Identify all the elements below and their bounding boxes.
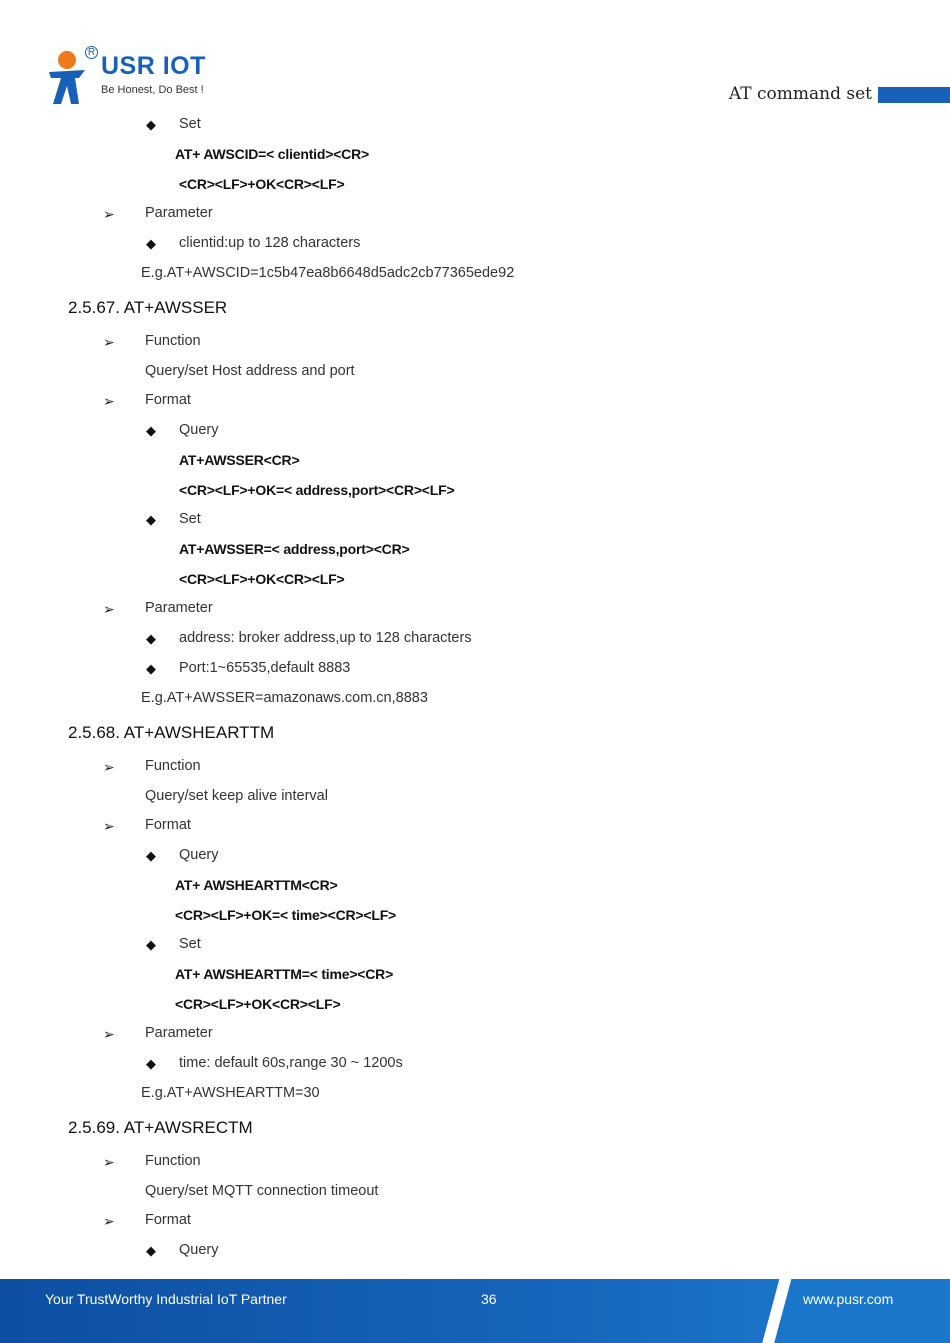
diamond-bullet-icon: ◆ — [146, 423, 156, 438]
command-text: AT+AWSSER=< address,port><CR> — [179, 541, 410, 557]
arrow-bullet-icon: ➢ — [103, 818, 115, 834]
list-item: Function — [145, 1153, 201, 1169]
example-text: E.g.AT+AWSSER=amazonaws.com.cn,8883 — [141, 690, 428, 706]
list-item: Query — [179, 1242, 219, 1258]
diamond-bullet-icon: ◆ — [146, 631, 156, 646]
document-title: AT command set — [728, 84, 872, 104]
registered-mark: R — [85, 46, 98, 59]
arrow-bullet-icon: ➢ — [103, 759, 115, 775]
logo-text: USR IOT — [101, 52, 206, 80]
list-item: Set — [179, 511, 201, 527]
section-heading: 2.5.69. AT+AWSRECTM — [68, 1118, 253, 1137]
diamond-bullet-icon: ◆ — [146, 661, 156, 676]
command-text: AT+AWSSER<CR> — [179, 452, 300, 468]
command-response: <CR><LF>+OK=< address,port><CR><LF> — [179, 482, 455, 498]
command-response: <CR><LF>+OK=< time><CR><LF> — [175, 907, 397, 923]
diamond-bullet-icon: ◆ — [146, 937, 156, 952]
description-text: Query/set keep alive interval — [145, 788, 328, 804]
command-response: <CR><LF>+OK<CR><LF> — [175, 996, 341, 1012]
list-item: Set — [179, 936, 201, 952]
description-text: Query/set MQTT connection timeout — [145, 1183, 379, 1199]
list-item: Function — [145, 333, 201, 349]
example-text: E.g.AT+AWSHEARTTM=30 — [141, 1085, 320, 1101]
list-item: Port:1~65535,default 8883 — [179, 660, 351, 676]
arrow-bullet-icon: ➢ — [103, 1154, 115, 1170]
list-item: Query — [179, 422, 219, 438]
logo-slogan: Be Honest, Do Best ! — [101, 84, 204, 96]
command-response: <CR><LF>+OK<CR><LF> — [179, 176, 345, 192]
list-item: Function — [145, 758, 201, 774]
title-accent-bar — [878, 87, 950, 103]
list-item: clientid:up to 128 characters — [179, 235, 361, 251]
list-item: Query — [179, 847, 219, 863]
company-logo — [45, 44, 215, 104]
list-item: Set — [179, 116, 201, 132]
list-item: address: broker address,up to 128 characters — [179, 630, 472, 646]
list-item: Parameter — [145, 600, 213, 616]
list-item: Format — [145, 392, 191, 408]
list-item: Format — [145, 817, 191, 833]
arrow-bullet-icon: ➢ — [103, 1213, 115, 1229]
diamond-bullet-icon: ◆ — [146, 512, 156, 527]
diamond-bullet-icon: ◆ — [146, 117, 156, 132]
arrow-bullet-icon: ➢ — [103, 1026, 115, 1042]
page-number: 36 — [481, 1291, 497, 1307]
arrow-bullet-icon: ➢ — [103, 601, 115, 617]
diamond-bullet-icon: ◆ — [146, 1056, 156, 1071]
description-text: Query/set Host address and port — [145, 363, 355, 379]
footer-website-link[interactable]: www.pusr.com — [803, 1291, 894, 1307]
diamond-bullet-icon: ◆ — [146, 848, 156, 863]
section-heading: 2.5.67. AT+AWSSER — [68, 298, 228, 317]
command-text: AT+ AWSHEARTTM=< time><CR> — [175, 966, 394, 982]
diamond-bullet-icon: ◆ — [146, 1243, 156, 1258]
command-response: <CR><LF>+OK<CR><LF> — [179, 571, 345, 587]
diamond-bullet-icon: ◆ — [146, 236, 156, 251]
command-text: AT+ AWSHEARTTM<CR> — [175, 877, 338, 893]
arrow-bullet-icon: ➢ — [103, 206, 115, 222]
section-heading: 2.5.68. AT+AWSHEARTTM — [68, 723, 275, 742]
list-item: time: default 60s,range 30 ~ 1200s — [179, 1055, 403, 1071]
footer-accent — [782, 1279, 950, 1343]
list-item: Parameter — [145, 205, 213, 221]
arrow-bullet-icon: ➢ — [103, 334, 115, 350]
command-text: AT+ AWSCID=< clientid><CR> — [175, 146, 369, 162]
footer-tagline: Your TrustWorthy Industrial IoT Partner — [45, 1291, 287, 1307]
list-item: Parameter — [145, 1025, 213, 1041]
list-item: Format — [145, 1212, 191, 1228]
page-footer — [0, 1279, 950, 1343]
arrow-bullet-icon: ➢ — [103, 393, 115, 409]
example-text: E.g.AT+AWSCID=1c5b47ea8b6648d5adc2cb77365ede92 — [141, 265, 515, 281]
